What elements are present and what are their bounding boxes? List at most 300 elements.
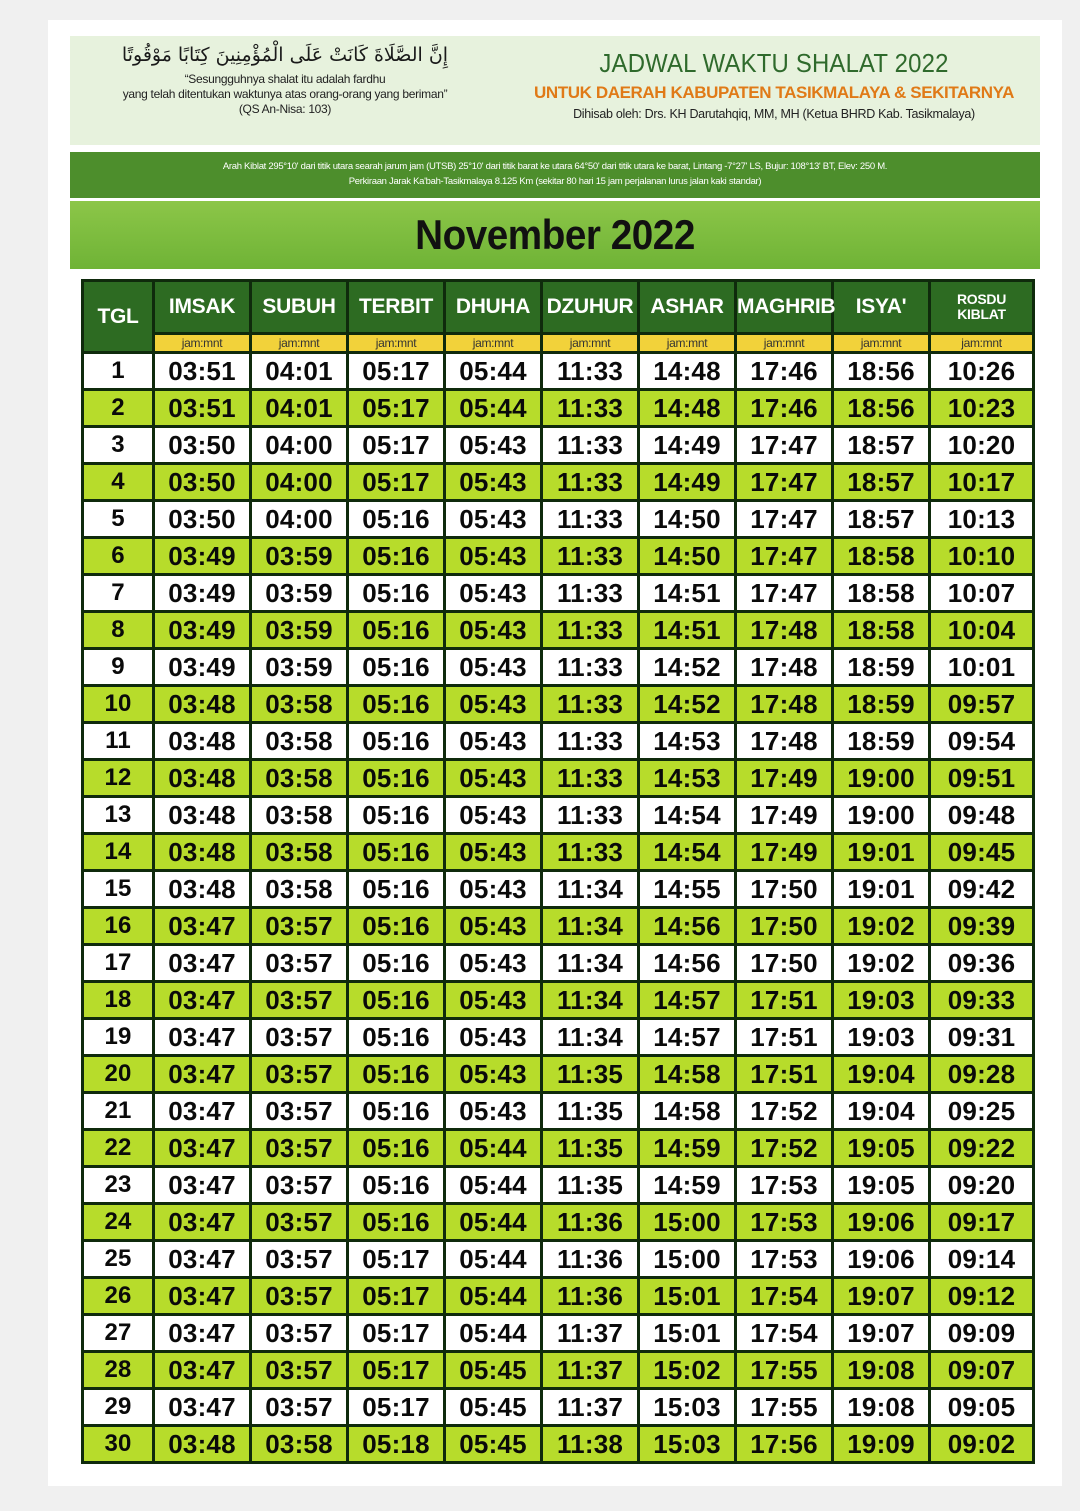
- cell-maghrib: 17:50: [736, 871, 833, 908]
- cell-subuh: 03:59: [251, 575, 348, 612]
- cell-dhuha: 05:43: [445, 908, 542, 945]
- cell-rosdu-kiblat: 09:12: [930, 1278, 1034, 1315]
- quote-line-1: “Sesungguhnya shalat itu adalah fardhu: [184, 72, 386, 86]
- cell-tgl: 9: [83, 649, 154, 686]
- table-row: [83, 1389, 1034, 1426]
- cell-imsak: 03:49: [154, 649, 251, 686]
- cell-subuh: 03:57: [251, 1389, 348, 1426]
- quote-line-2: yang telah ditentukan waktunya atas orang-orang yang beriman”: [122, 87, 448, 101]
- cell-dhuha: 05:43: [445, 649, 542, 686]
- cell-tgl: 15: [83, 871, 154, 908]
- cell-dzuhur: 11:34: [542, 1019, 639, 1056]
- cell-dzuhur: 11:36: [542, 1241, 639, 1278]
- cell-imsak: 03:48: [154, 760, 251, 797]
- cell-ashar: 14:56: [639, 908, 736, 945]
- cell-rosdu-kiblat: 10:26: [930, 353, 1034, 390]
- cell-dzuhur: 11:34: [542, 982, 639, 1019]
- table-row: [83, 1019, 1034, 1056]
- cell-tgl: 4: [83, 464, 154, 501]
- cell-terbit: 05:16: [348, 723, 445, 760]
- col-header-rosdu-kiblat: ROSDU KIBLAT: [930, 281, 1034, 334]
- arabic-verse: إِنَّ الصَّلَاةَ كَانَتْ عَلَى الْمُؤْمِنِينَ كِتَابًا مَوْقُوتًا: [121, 44, 449, 66]
- cell-subuh: 03:58: [251, 686, 348, 723]
- cell-terbit: 05:17: [348, 1389, 445, 1426]
- cell-tgl: 13: [83, 797, 154, 834]
- cell-terbit: 05:17: [348, 1352, 445, 1389]
- unit-label: jam:mnt: [542, 334, 639, 353]
- cell-rosdu-kiblat: 09:36: [930, 945, 1034, 982]
- cell-dhuha: 05:43: [445, 797, 542, 834]
- cell-imsak: 03:47: [154, 1352, 251, 1389]
- cell-imsak: 03:48: [154, 686, 251, 723]
- cell-subuh: 03:58: [251, 1426, 348, 1463]
- cell-ashar: 14:59: [639, 1130, 736, 1167]
- cell-isya: 19:04: [833, 1056, 930, 1093]
- cell-maghrib: 17:55: [736, 1389, 833, 1426]
- cell-dzuhur: 11:34: [542, 945, 639, 982]
- cell-dhuha: 05:44: [445, 1278, 542, 1315]
- cell-maghrib: 17:54: [736, 1278, 833, 1315]
- cell-subuh: 03:59: [251, 649, 348, 686]
- cell-imsak: 03:47: [154, 1389, 251, 1426]
- cell-rosdu-kiblat: 09:20: [930, 1167, 1034, 1204]
- cell-dzuhur: 11:33: [542, 538, 639, 575]
- cell-terbit: 05:16: [348, 1019, 445, 1056]
- cell-imsak: 03:51: [154, 390, 251, 427]
- cell-isya: 19:02: [833, 908, 930, 945]
- cell-dhuha: 05:44: [445, 1204, 542, 1241]
- cell-maghrib: 17:47: [736, 501, 833, 538]
- cell-dzuhur: 11:33: [542, 834, 639, 871]
- cell-maghrib: 17:48: [736, 686, 833, 723]
- table-row: [83, 760, 1034, 797]
- month-title: November 2022: [415, 211, 695, 258]
- cell-dzuhur: 11:33: [542, 686, 639, 723]
- cell-tgl: 14: [83, 834, 154, 871]
- cell-subuh: 03:58: [251, 797, 348, 834]
- cell-subuh: 03:57: [251, 908, 348, 945]
- cell-maghrib: 17:53: [736, 1167, 833, 1204]
- col-header-subuh: SUBUH: [251, 281, 348, 334]
- cell-dhuha: 05:43: [445, 464, 542, 501]
- cell-terbit: 05:16: [348, 760, 445, 797]
- cell-isya: 19:00: [833, 760, 930, 797]
- cell-ashar: 14:52: [639, 649, 736, 686]
- cell-terbit: 05:16: [348, 575, 445, 612]
- col-header-isya: ISYA': [833, 281, 930, 334]
- month-banner: [70, 201, 1040, 269]
- cell-ashar: 14:57: [639, 982, 736, 1019]
- cell-imsak: 03:50: [154, 501, 251, 538]
- cell-tgl: 28: [83, 1352, 154, 1389]
- cell-subuh: 03:57: [251, 982, 348, 1019]
- cell-dzuhur: 11:36: [542, 1278, 639, 1315]
- cell-rosdu-kiblat: 09:22: [930, 1130, 1034, 1167]
- cell-tgl: 20: [83, 1056, 154, 1093]
- table-row: [83, 427, 1034, 464]
- cell-subuh: 03:57: [251, 1315, 348, 1352]
- cell-dzuhur: 11:33: [542, 575, 639, 612]
- cell-rosdu-kiblat: 09:51: [930, 760, 1034, 797]
- cell-imsak: 03:47: [154, 908, 251, 945]
- cell-dhuha: 05:44: [445, 353, 542, 390]
- cell-maghrib: 17:48: [736, 612, 833, 649]
- cell-ashar: 14:55: [639, 871, 736, 908]
- header-panel: [70, 36, 1040, 145]
- cell-rosdu-kiblat: 10:13: [930, 501, 1034, 538]
- cell-maghrib: 17:47: [736, 538, 833, 575]
- cell-imsak: 03:47: [154, 945, 251, 982]
- cell-terbit: 05:16: [348, 1167, 445, 1204]
- cell-terbit: 05:17: [348, 464, 445, 501]
- cell-dzuhur: 11:33: [542, 427, 639, 464]
- cell-dzuhur: 11:33: [542, 723, 639, 760]
- cell-dhuha: 05:43: [445, 723, 542, 760]
- cell-maghrib: 17:51: [736, 1056, 833, 1093]
- cell-terbit: 05:17: [348, 427, 445, 464]
- cell-imsak: 03:48: [154, 871, 251, 908]
- cell-maghrib: 17:50: [736, 945, 833, 982]
- cell-rosdu-kiblat: 09:31: [930, 1019, 1034, 1056]
- cell-rosdu-kiblat: 10:23: [930, 390, 1034, 427]
- cell-dhuha: 05:43: [445, 1093, 542, 1130]
- cell-dzuhur: 11:33: [542, 649, 639, 686]
- cell-dhuha: 05:44: [445, 1241, 542, 1278]
- cell-dhuha: 05:43: [445, 1056, 542, 1093]
- cell-terbit: 05:17: [348, 1315, 445, 1352]
- cell-ashar: 14:50: [639, 538, 736, 575]
- cell-terbit: 05:16: [348, 501, 445, 538]
- table-row: [83, 1241, 1034, 1278]
- table-row: [83, 1167, 1034, 1204]
- unit-label: jam:mnt: [639, 334, 736, 353]
- cell-tgl: 23: [83, 1167, 154, 1204]
- cell-imsak: 03:49: [154, 538, 251, 575]
- cell-imsak: 03:48: [154, 834, 251, 871]
- cell-subuh: 03:58: [251, 834, 348, 871]
- cell-terbit: 05:17: [348, 1241, 445, 1278]
- cell-ashar: 14:59: [639, 1167, 736, 1204]
- prayer-schedule-table: [81, 279, 1035, 1464]
- cell-subuh: 03:58: [251, 760, 348, 797]
- cell-subuh: 03:57: [251, 945, 348, 982]
- cell-dzuhur: 11:36: [542, 1204, 639, 1241]
- cell-isya: 19:05: [833, 1130, 930, 1167]
- cell-dzuhur: 11:35: [542, 1167, 639, 1204]
- unit-label: jam:mnt: [833, 334, 930, 353]
- cell-tgl: 18: [83, 982, 154, 1019]
- cell-terbit: 05:16: [348, 982, 445, 1019]
- cell-tgl: 12: [83, 760, 154, 797]
- table-row: [83, 1130, 1034, 1167]
- cell-dzuhur: 11:37: [542, 1315, 639, 1352]
- cell-subuh: 03:57: [251, 1241, 348, 1278]
- cell-isya: 18:58: [833, 575, 930, 612]
- cell-subuh: 03:59: [251, 612, 348, 649]
- cell-isya: 19:02: [833, 945, 930, 982]
- cell-rosdu-kiblat: 09:48: [930, 797, 1034, 834]
- cell-ashar: 14:49: [639, 427, 736, 464]
- table-row: [83, 834, 1034, 871]
- cell-terbit: 05:16: [348, 908, 445, 945]
- cell-subuh: 03:57: [251, 1167, 348, 1204]
- cell-isya: 19:03: [833, 1019, 930, 1056]
- cell-imsak: 03:49: [154, 612, 251, 649]
- cell-tgl: 6: [83, 538, 154, 575]
- cell-terbit: 05:17: [348, 390, 445, 427]
- cell-imsak: 03:47: [154, 982, 251, 1019]
- cell-isya: 18:58: [833, 538, 930, 575]
- cell-isya: 19:05: [833, 1167, 930, 1204]
- cell-rosdu-kiblat: 10:01: [930, 649, 1034, 686]
- cell-isya: 19:07: [833, 1315, 930, 1352]
- kiblat-direction-text: Arah Kiblat 295°10' dari titik utara searah jarum jam (UTSB) 25°10' dari titik barat ke utara 64°50' dari titik utara ke barat, Lintang -7°27' LS, Bujur: 108°13' BT, Elev: 250 M.: [222, 161, 888, 172]
- cell-dzuhur: 11:38: [542, 1426, 639, 1463]
- cell-isya: 19:09: [833, 1426, 930, 1463]
- cell-dhuha: 05:43: [445, 760, 542, 797]
- cell-subuh: 03:58: [251, 723, 348, 760]
- cell-rosdu-kiblat: 09:14: [930, 1241, 1034, 1278]
- cell-tgl: 7: [83, 575, 154, 612]
- cell-ashar: 15:01: [639, 1278, 736, 1315]
- cell-rosdu-kiblat: 10:20: [930, 427, 1034, 464]
- cell-dzuhur: 11:37: [542, 1389, 639, 1426]
- cell-maghrib: 17:53: [736, 1241, 833, 1278]
- table-row: [83, 1278, 1034, 1315]
- cell-maghrib: 17:52: [736, 1130, 833, 1167]
- cell-ashar: 14:53: [639, 760, 736, 797]
- cell-imsak: 03:48: [154, 723, 251, 760]
- cell-tgl: 26: [83, 1278, 154, 1315]
- cell-imsak: 03:47: [154, 1056, 251, 1093]
- col-header-maghrib: MAGHRIB: [736, 281, 833, 334]
- title-block: [510, 48, 1038, 121]
- cell-terbit: 05:16: [348, 945, 445, 982]
- cell-dzuhur: 11:34: [542, 871, 639, 908]
- cell-isya: 18:59: [833, 723, 930, 760]
- cell-terbit: 05:16: [348, 871, 445, 908]
- cell-rosdu-kiblat: 09:07: [930, 1352, 1034, 1389]
- cell-dhuha: 05:44: [445, 1167, 542, 1204]
- unit-label: jam:mnt: [930, 334, 1034, 353]
- table-row: [83, 1093, 1034, 1130]
- cell-dhuha: 05:43: [445, 982, 542, 1019]
- cell-dhuha: 05:43: [445, 538, 542, 575]
- table-row: [83, 871, 1034, 908]
- cell-rosdu-kiblat: 09:25: [930, 1093, 1034, 1130]
- cell-maghrib: 17:49: [736, 760, 833, 797]
- cell-dhuha: 05:44: [445, 390, 542, 427]
- cell-subuh: 04:01: [251, 353, 348, 390]
- cell-ashar: 14:57: [639, 1019, 736, 1056]
- cell-imsak: 03:47: [154, 1241, 251, 1278]
- cell-isya: 18:58: [833, 612, 930, 649]
- kiblat-info-bar: [70, 152, 1040, 198]
- cell-dhuha: 05:43: [445, 501, 542, 538]
- cell-isya: 18:59: [833, 686, 930, 723]
- unit-label: jam:mnt: [348, 334, 445, 353]
- cell-imsak: 03:47: [154, 1130, 251, 1167]
- unit-label: jam:mnt: [736, 334, 833, 353]
- cell-rosdu-kiblat: 09:39: [930, 908, 1034, 945]
- table-row: [83, 538, 1034, 575]
- cell-maghrib: 17:56: [736, 1426, 833, 1463]
- cell-ashar: 14:51: [639, 575, 736, 612]
- cell-imsak: 03:50: [154, 427, 251, 464]
- cell-isya: 18:56: [833, 390, 930, 427]
- cell-dhuha: 05:43: [445, 945, 542, 982]
- cell-tgl: 8: [83, 612, 154, 649]
- cell-subuh: 04:00: [251, 501, 348, 538]
- cell-terbit: 05:16: [348, 797, 445, 834]
- cell-imsak: 03:47: [154, 1204, 251, 1241]
- cell-maghrib: 17:47: [736, 464, 833, 501]
- cell-ashar: 14:54: [639, 834, 736, 871]
- cell-dhuha: 05:43: [445, 1019, 542, 1056]
- col-header-dzuhur: DZUHUR: [542, 281, 639, 334]
- cell-dzuhur: 11:35: [542, 1130, 639, 1167]
- cell-imsak: 03:48: [154, 1426, 251, 1463]
- cell-dzuhur: 11:33: [542, 760, 639, 797]
- cell-tgl: 21: [83, 1093, 154, 1130]
- cell-ashar: 14:56: [639, 945, 736, 982]
- cell-tgl: 16: [83, 908, 154, 945]
- kaabah-distance-text: Perkiraan Jarak Ka'bah-Tasikmalaya 8.125 Km (sekitar 80 hari 15 jam perjalanan lurus jalan kaki standar): [348, 176, 762, 187]
- cell-dhuha: 05:43: [445, 871, 542, 908]
- cell-terbit: 05:17: [348, 353, 445, 390]
- cell-imsak: 03:51: [154, 353, 251, 390]
- cell-maghrib: 17:51: [736, 982, 833, 1019]
- cell-subuh: 04:01: [251, 390, 348, 427]
- cell-maghrib: 17:49: [736, 797, 833, 834]
- cell-subuh: 03:57: [251, 1019, 348, 1056]
- cell-dzuhur: 11:35: [542, 1056, 639, 1093]
- cell-tgl: 3: [83, 427, 154, 464]
- cell-ashar: 14:51: [639, 612, 736, 649]
- cell-maghrib: 17:47: [736, 427, 833, 464]
- table-row: [83, 1204, 1034, 1241]
- cell-ashar: 14:58: [639, 1056, 736, 1093]
- cell-dhuha: 05:43: [445, 686, 542, 723]
- cell-maghrib: 17:52: [736, 1093, 833, 1130]
- cell-tgl: 17: [83, 945, 154, 982]
- cell-dzuhur: 11:37: [542, 1352, 639, 1389]
- unit-label: jam:mnt: [251, 334, 348, 353]
- cell-isya: 18:57: [833, 501, 930, 538]
- cell-imsak: 03:47: [154, 1019, 251, 1056]
- cell-terbit: 05:16: [348, 1130, 445, 1167]
- cell-tgl: 10: [83, 686, 154, 723]
- cell-dzuhur: 11:34: [542, 908, 639, 945]
- cell-terbit: 05:16: [348, 1204, 445, 1241]
- cell-tgl: 29: [83, 1389, 154, 1426]
- table-row: [83, 464, 1034, 501]
- cell-subuh: 03:57: [251, 1130, 348, 1167]
- cell-rosdu-kiblat: 09:54: [930, 723, 1034, 760]
- cell-terbit: 05:16: [348, 649, 445, 686]
- cell-imsak: 03:49: [154, 575, 251, 612]
- quote-reference: (QS An-Nisa: 103): [238, 102, 332, 116]
- cell-tgl: 25: [83, 1241, 154, 1278]
- table-row: [83, 1056, 1034, 1093]
- cell-dhuha: 05:45: [445, 1426, 542, 1463]
- cell-isya: 19:00: [833, 797, 930, 834]
- cell-dzuhur: 11:33: [542, 612, 639, 649]
- cell-maghrib: 17:48: [736, 649, 833, 686]
- cell-dzuhur: 11:35: [542, 1093, 639, 1130]
- cell-terbit: 05:16: [348, 538, 445, 575]
- cell-isya: 19:01: [833, 834, 930, 871]
- cell-ashar: 15:03: [639, 1426, 736, 1463]
- table-row: [83, 1426, 1034, 1463]
- prayer-schedule-table-wrapper: [81, 279, 1032, 1463]
- cell-ashar: 14:52: [639, 686, 736, 723]
- cell-maghrib: 17:50: [736, 908, 833, 945]
- cell-ashar: 14:48: [639, 353, 736, 390]
- cell-subuh: 03:58: [251, 871, 348, 908]
- cell-tgl: 24: [83, 1204, 154, 1241]
- cell-dzuhur: 11:33: [542, 353, 639, 390]
- cell-terbit: 05:16: [348, 612, 445, 649]
- col-header-ashar: ASHAR: [639, 281, 736, 334]
- cell-isya: 18:57: [833, 464, 930, 501]
- cell-ashar: 15:03: [639, 1389, 736, 1426]
- cell-rosdu-kiblat: 10:10: [930, 538, 1034, 575]
- cell-isya: 18:56: [833, 353, 930, 390]
- page-subtitle: UNTUK DAERAH KABUPATEN TASIKMALAYA & SEKITARNYA: [534, 83, 1014, 102]
- cell-isya: 19:08: [833, 1352, 930, 1389]
- table-row: [83, 575, 1034, 612]
- cell-terbit: 05:16: [348, 1056, 445, 1093]
- cell-subuh: 03:57: [251, 1093, 348, 1130]
- cell-tgl: 22: [83, 1130, 154, 1167]
- table-row: [83, 982, 1034, 1019]
- cell-rosdu-kiblat: 10:04: [930, 612, 1034, 649]
- cell-dzuhur: 11:33: [542, 501, 639, 538]
- cell-maghrib: 17:46: [736, 390, 833, 427]
- cell-isya: 19:01: [833, 871, 930, 908]
- unit-label: jam:mnt: [445, 334, 542, 353]
- cell-ashar: 15:00: [639, 1204, 736, 1241]
- cell-isya: 18:59: [833, 649, 930, 686]
- cell-rosdu-kiblat: 09:17: [930, 1204, 1034, 1241]
- cell-imsak: 03:48: [154, 797, 251, 834]
- table-row: [83, 723, 1034, 760]
- cell-rosdu-kiblat: 09:57: [930, 686, 1034, 723]
- cell-dhuha: 05:43: [445, 612, 542, 649]
- cell-maghrib: 17:46: [736, 353, 833, 390]
- cell-subuh: 03:57: [251, 1056, 348, 1093]
- table-row: [83, 686, 1034, 723]
- table-row: [83, 649, 1034, 686]
- cell-tgl: 30: [83, 1426, 154, 1463]
- cell-rosdu-kiblat: 09:28: [930, 1056, 1034, 1093]
- cell-imsak: 03:47: [154, 1093, 251, 1130]
- cell-dhuha: 05:43: [445, 575, 542, 612]
- table-row: [83, 353, 1034, 390]
- cell-ashar: 14:48: [639, 390, 736, 427]
- cell-maghrib: 17:49: [736, 834, 833, 871]
- cell-maghrib: 17:47: [736, 575, 833, 612]
- cell-ashar: 14:50: [639, 501, 736, 538]
- cell-ashar: 15:00: [639, 1241, 736, 1278]
- cell-rosdu-kiblat: 09:05: [930, 1389, 1034, 1426]
- cell-dhuha: 05:44: [445, 1315, 542, 1352]
- cell-tgl: 19: [83, 1019, 154, 1056]
- cell-subuh: 03:57: [251, 1204, 348, 1241]
- cell-terbit: 05:16: [348, 686, 445, 723]
- cell-imsak: 03:50: [154, 464, 251, 501]
